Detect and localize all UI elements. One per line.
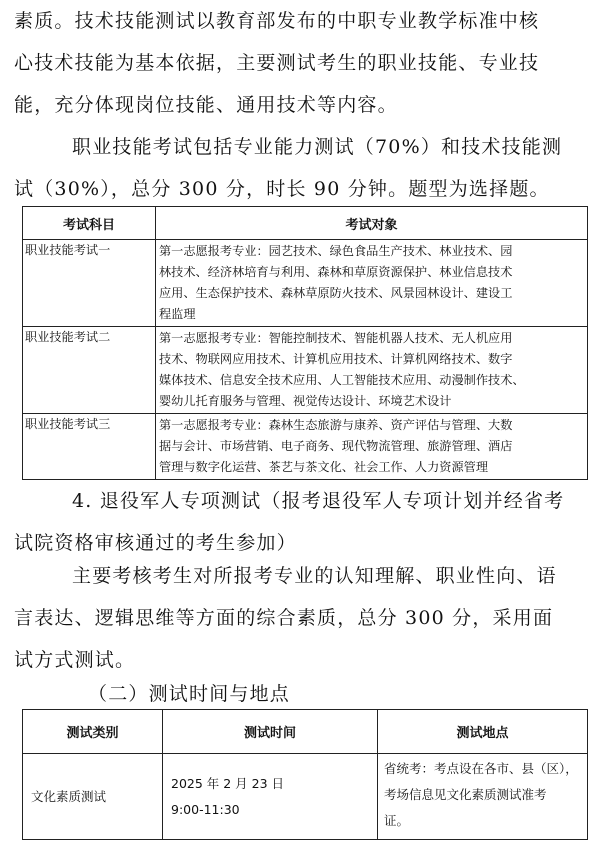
cell-line: 第一志愿报考专业：园艺技术、绿色食品生产技术、林业技术、园	[159, 244, 513, 258]
schedule-table	[22, 709, 588, 840]
table-header-row	[23, 207, 588, 240]
date-text: 2025 年 2 月 23 日	[171, 775, 285, 791]
text-line: 试（30%），总分 300 分，时长 90 分钟。题型为选择题。	[14, 178, 550, 200]
time-cell	[163, 754, 378, 840]
text-line: 试方式测试。	[14, 649, 136, 671]
cell-line: 省统考：考点设在各市、县（区），	[384, 761, 578, 776]
table-header-row	[23, 710, 588, 754]
table-row	[23, 754, 588, 840]
table-row	[23, 327, 588, 414]
cell-line: 程监理	[159, 307, 196, 321]
paragraph-intro	[14, 0, 589, 126]
location-cell	[378, 754, 588, 840]
column-header-subject: 考试科目	[23, 207, 156, 240]
subject-cell: 职业技能考试三	[23, 414, 156, 480]
time-text: 9:00-11:30	[171, 801, 240, 817]
column-header-category: 测试类别	[23, 710, 163, 754]
table-row	[23, 414, 588, 480]
text-line: 心技术技能为基本依据，主要测试考生的职业技能、专业技	[14, 52, 540, 74]
category-cell: 文化素质测试	[23, 754, 163, 840]
text-line: 职业技能考试包括专业能力测试（70%）和技术技能测	[72, 136, 563, 158]
cell-line: 媒体技术、信息安全技术应用、人工智能技术应用、动漫制作技术、	[159, 373, 525, 387]
target-cell	[156, 240, 588, 327]
cell-line: 婴幼儿托育服务与管理、视觉传达设计、环境艺术设计	[159, 394, 452, 408]
cell-line: 第一志愿报考专业：智能控制技术、智能机器人技术、无人机应用	[159, 331, 513, 345]
cell-line: 管理与数字化运营、茶艺与茶文化、社会工作、人力资源管理	[159, 460, 489, 474]
column-header-location: 测试地点	[378, 710, 588, 754]
paragraph-exam-composition	[14, 126, 589, 210]
cell-line: 技术、物联网应用技术、计算机应用技术、计算机网络技术、数字	[159, 352, 513, 366]
text-line: 4. 退役军人专项测试（报考退役军人专项计划并经省考	[72, 490, 565, 512]
text-line: 主要考核考生对所报考专业的认知理解、职业性向、语	[72, 565, 557, 587]
text-line: 言表达、逻辑思维等方面的综合素质，总分 300 分，采用面	[14, 607, 554, 629]
paragraph-veteran-assessment	[14, 555, 589, 681]
column-header-target: 考试对象	[156, 207, 588, 240]
cell-line: 据与会计、市场营销、电子商务、现代物流管理、旅游管理、酒店	[159, 439, 513, 453]
section-heading: （二）测试时间与地点	[88, 683, 291, 705]
cell-line: 应用、生态保护技术、森林草原防火技术、风景园林设计、建设工	[159, 286, 513, 300]
cell-line: 证。	[384, 813, 410, 828]
text-line: 素质。技术技能测试以教育部发布的中职专业教学标准中核	[14, 10, 540, 32]
cell-line: 林技术、经济林培育与利用、森林和草原资源保护、林业信息技术	[159, 265, 513, 279]
subject-cell: 职业技能考试一	[23, 240, 156, 327]
target-cell	[156, 327, 588, 414]
section-veteran-test	[14, 480, 589, 564]
text-line: 能，充分体现岗位技能、通用技术等内容。	[14, 94, 398, 116]
cell-line: 考场信息见文化素质测试准考	[384, 787, 547, 802]
target-cell	[156, 414, 588, 480]
exam-subjects-table	[22, 206, 588, 480]
cell-line: 第一志愿报考专业：森林生态旅游与康养、资产评估与管理、大数	[159, 418, 513, 432]
subject-cell: 职业技能考试二	[23, 327, 156, 414]
text-line: 试院资格审核通过的考生参加）	[14, 532, 297, 554]
column-header-time: 测试时间	[163, 710, 378, 754]
table-row	[23, 240, 588, 327]
